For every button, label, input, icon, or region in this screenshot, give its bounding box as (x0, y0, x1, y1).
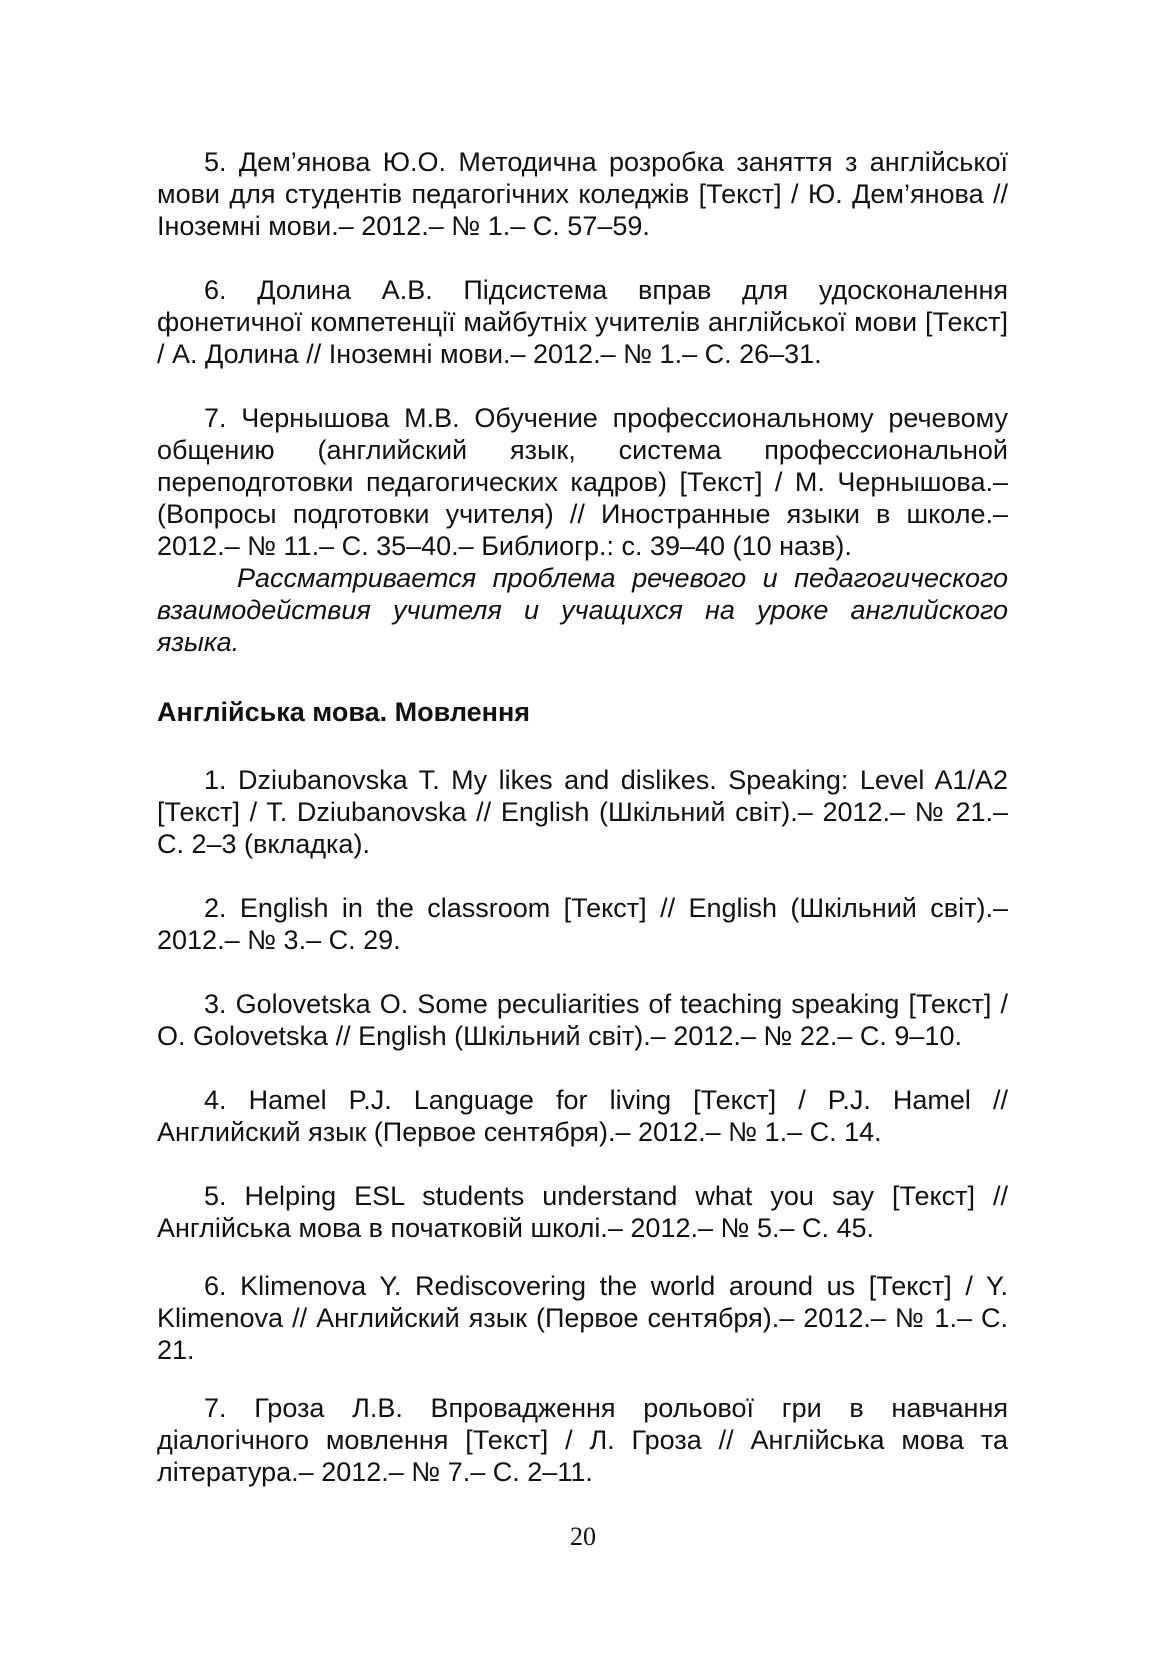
document-page (157, 146, 1008, 1488)
bibliography-entry: 5. Дем’янова Ю.О. Методична розробка заняття з англійської мови для студентів педагогічних коледжів [Текст] / Ю. Дем’янова // Іноземні мови.– 2012.– № 1.– С. 57–59. (157, 147, 1008, 241)
bibliography-entry: 6. Klimenova Y. Rediscovering the world around us [Текст] / Y. Klimenova // Английский язык (Первое сентября).– 2012.– № 1.– С. 21. (157, 1271, 1008, 1365)
bibliography-entry: 1. Dziubanovska T. My likes and dislikes. Speaking: Level A1/A2 [Текст] / T. Dziubanovska // English (Шкільний світ).– 2012.– № 21.– С. 2–3 (вкладка). (157, 765, 1008, 859)
bibliography-entry: 5. Helping ESL students understand what you say [Текст] // Англійська мова в початковій школі.– 2012.– № 5.– С. 45. (157, 1181, 1008, 1243)
bibliography-entry: 6. Долина А.В. Підсистема вправ для удосконалення фонетичної компетенції майбутніх учителів англійської мови [Текст] / А. Долина // Іноземні мови.– 2012.– № 1.– С. 26–31. (157, 275, 1008, 369)
bibliography-entry: 7. Чернышова М.В. Обучение профессиональному речевому общению (английский язык, система профессиональной переподготовки педагогических кадров) [Текст] / М. Чернышова.– (Вопросы подготовки учителя) // Иностранные языки в школе.– 2012.– № 11.– С. 35–40.– Библиогр.: с. 39–40 (10 назв). (157, 403, 1008, 561)
bibliography-entry: 3. Golovetska O. Some peculiarities of teaching speaking [Текст] / O. Golovetska // English (Шкільний світ).– 2012.– № 22.– С. 9–10. (157, 989, 1008, 1051)
entry-annotation: Рассматривается проблема речевого и педагогического взаимодействия учителя и учащихся на уроке английского языка. (157, 563, 1008, 657)
page-number: 20 (570, 1522, 596, 1551)
bibliography-entry: 4. Hamel P.J. Language for living [Текст] / P.J. Hamel // Английский язык (Первое сентября).– 2012.– № 1.– С. 14. (157, 1085, 1008, 1147)
bibliography-entry: 7. Гроза Л.В. Впровадження рольової гри в навчання діалогічного мовлення [Текст] / Л. Гроза // Англійська мова та література.– 2012.– № 7.– С. 2–11. (157, 1393, 1008, 1487)
bibliography-entry: 2. English in the classroom [Текст] // English (Шкільний світ).– 2012.– № 3.– С. 29. (157, 893, 1008, 955)
section-heading: Англійська мова. Мовлення (157, 697, 531, 727)
